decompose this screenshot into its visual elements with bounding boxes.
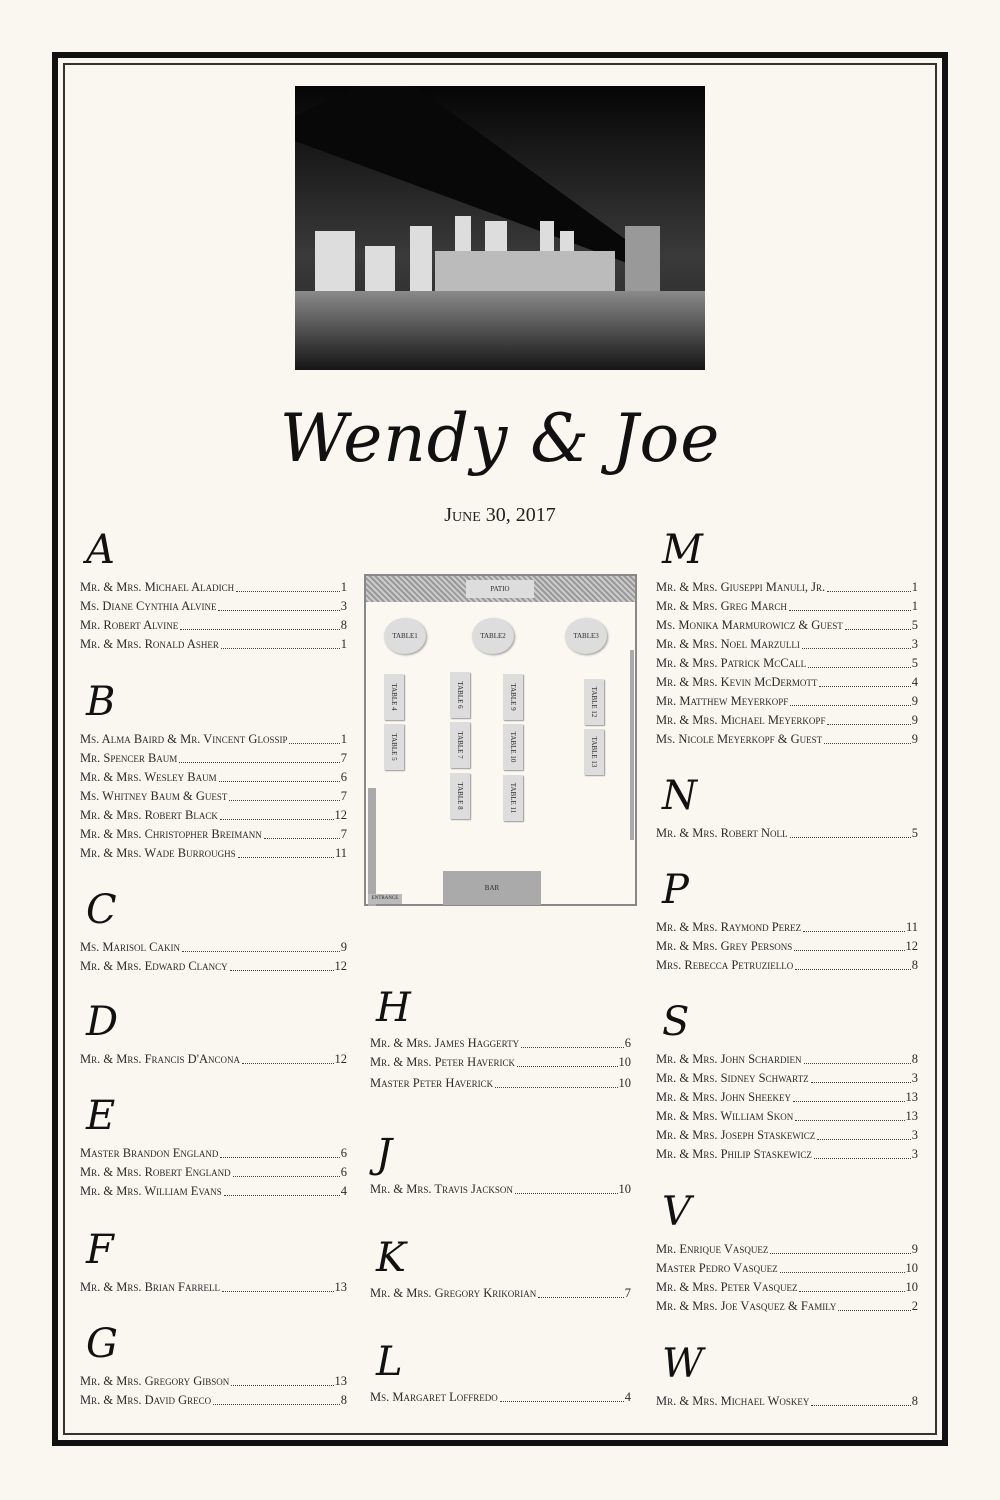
list-item: Ms. Margaret Loffredo 4 (370, 1390, 631, 1404)
list-item: Mr. & Mrs. Francis D'Ancona 12 (80, 1052, 347, 1066)
section-f (80, 1228, 347, 1297)
entrance-wall (368, 788, 376, 906)
list-item: Mr. & Mrs. John Schardien 8 (656, 1052, 918, 1066)
table-9: TABLE 9 (503, 674, 523, 720)
table-5: TABLE 5 (384, 724, 404, 770)
table-10: TABLE 10 (503, 724, 523, 770)
table-4: TABLE 4 (384, 674, 404, 720)
list-item: Mr. Enrique Vasquez 9 (656, 1242, 918, 1256)
list-item: Mr. & Mrs. John Sheekey 13 (656, 1090, 918, 1104)
list-item: Mr. & Mrs. Noel Marzulli 3 (656, 637, 918, 651)
section-letter: F (86, 1227, 114, 1273)
entrance-label: ENTRANCE (368, 894, 402, 904)
event-date: June 30, 2017 (444, 504, 556, 526)
list-item: Master Peter Haverick 10 (370, 1076, 631, 1090)
section-b (80, 680, 347, 863)
table-1: TABLE1 (384, 618, 426, 654)
section-j (370, 1132, 631, 1199)
section-letter: H (376, 985, 411, 1031)
floor-plan (364, 574, 637, 906)
list-item: Master Brandon England 6 (80, 1146, 347, 1160)
list-item: Mr. Matthew Meyerkopf 9 (656, 694, 918, 708)
section-letter: J (376, 1131, 393, 1177)
section-letter: N (662, 773, 697, 819)
section-letter: E (86, 1093, 116, 1139)
table-6: TABLE 6 (450, 672, 470, 718)
list-item: Mr. & Mrs. Grey Persons 12 (656, 939, 918, 953)
table-7: TABLE 7 (450, 722, 470, 768)
list-item: Mr. & Mrs. Edward Clancy 12 (80, 959, 347, 973)
section-letter: L (376, 1339, 403, 1385)
section-s (656, 1000, 918, 1164)
list-item: Ms. Marisol Cakin 9 (80, 940, 347, 954)
bar-area: BAR (443, 871, 541, 905)
list-item: Mr. & Mrs. James Haggerty 6 (370, 1036, 631, 1050)
table-2: TABLE2 (472, 618, 514, 654)
section-a (80, 528, 347, 654)
list-item: Mr. & Mrs. Robert England 6 (80, 1165, 347, 1179)
section-letter: P (662, 867, 689, 913)
table-8: TABLE 8 (450, 773, 470, 819)
list-item: Mr. Spencer Baum 7 (80, 751, 347, 765)
list-item: Ms. Alma Baird & Mr. Vincent Glossip 1 (80, 732, 347, 746)
table-12: TABLE 12 (584, 679, 604, 725)
list-item: Mr. & Mrs. Travis Jackson 10 (370, 1182, 631, 1196)
section-p (656, 868, 918, 975)
section-m (656, 528, 918, 749)
section-letter: V (662, 1189, 691, 1235)
list-item: Mr. Robert Alvine 8 (80, 618, 347, 632)
wall (630, 650, 634, 840)
list-item: Mr. & Mrs. Kevin McDermott 4 (656, 675, 918, 689)
section-letter: G (86, 1321, 118, 1367)
list-item: Mr. & Mrs. Gregory Gibson 13 (80, 1374, 347, 1388)
list-item: Mr. & Mrs. Wesley Baum 6 (80, 770, 347, 784)
list-item: Mr. & Mrs. Joe Vasquez & Family 2 (656, 1299, 918, 1313)
list-item: Master Pedro Vasquez 10 (656, 1261, 918, 1275)
list-item: Mr. & Mrs. Philip Staskewicz 3 (656, 1147, 918, 1161)
list-item: Mr. & Mrs. Joseph Staskewicz 3 (656, 1128, 918, 1142)
list-item: Ms. Monika Marmurowicz & Guest 5 (656, 618, 918, 632)
section-g (80, 1322, 347, 1410)
section-v (656, 1190, 918, 1316)
patio-label: PATIO (466, 580, 534, 598)
list-item: Mr. & Mrs. Peter Haverick 10 (370, 1055, 631, 1069)
section-letter: M (662, 527, 703, 573)
section-e (80, 1094, 347, 1201)
couple-names-title: Wendy & Joe (279, 400, 721, 477)
skyline-photo (295, 86, 705, 370)
section-letter: S (662, 999, 690, 1045)
table-13: TABLE 13 (584, 729, 604, 775)
list-item: Mr. & Mrs. Giuseppi Manuli, Jr. 1 (656, 580, 918, 594)
list-item: Mr. & Mrs. Robert Black 12 (80, 808, 347, 822)
list-item: Mr. & Mrs. Raymond Perez 11 (656, 920, 918, 934)
section-w (656, 1342, 918, 1411)
list-item: Mr. & Mrs. Patrick McCall 5 (656, 656, 918, 670)
table-3: TABLE3 (565, 618, 607, 654)
section-n (656, 774, 918, 843)
list-item: Mr. & Mrs. William Evans 4 (80, 1184, 347, 1198)
list-item: Ms. Whitney Baum & Guest 7 (80, 789, 347, 803)
section-letter: K (376, 1235, 406, 1281)
section-d (80, 1000, 347, 1069)
list-item: Mr. & Mrs. Sidney Schwartz 3 (656, 1071, 918, 1085)
list-item: Mr. & Mrs. Michael Meyerkopf 9 (656, 713, 918, 727)
section-letter: B (86, 679, 116, 725)
list-item: Mr. & Mrs. Ronald Asher 1 (80, 637, 347, 651)
list-item: Ms. Diane Cynthia Alvine 3 (80, 599, 347, 613)
list-item: Mr. & Mrs. Michael Aladich 1 (80, 580, 347, 594)
list-item: Mr. & Mrs. Robert Noll 5 (656, 826, 918, 840)
section-letter: W (662, 1341, 704, 1387)
section-letter: A (86, 527, 115, 573)
list-item: Mr. & Mrs. Wade Burroughs 11 (80, 846, 347, 860)
section-c (80, 888, 347, 976)
list-item: Mr. & Mrs. William Skon 13 (656, 1109, 918, 1123)
section-letter: D (86, 999, 119, 1045)
list-item: Mr. & Mrs. Michael Woskey 8 (656, 1394, 918, 1408)
list-item: Mr. & Mrs. Peter Vasquez 10 (656, 1280, 918, 1294)
list-item: Mr. & Mrs. Greg March 1 (656, 599, 918, 613)
list-item: Mr. & Mrs. Brian Farrell 13 (80, 1280, 347, 1294)
list-item: Mr. & Mrs. Gregory Krikorian 7 (370, 1286, 631, 1300)
table-11: TABLE 11 (503, 775, 523, 821)
section-l (370, 1340, 631, 1407)
section-k (370, 1236, 631, 1303)
list-item: Mr. & Mrs. Christopher Breimann 7 (80, 827, 347, 841)
section-h (370, 986, 631, 1093)
list-item: Ms. Nicole Meyerkopf & Guest 9 (656, 732, 918, 746)
list-item: Mr. & Mrs. David Greco 8 (80, 1393, 347, 1407)
list-item: Mrs. Rebecca Petruziello 8 (656, 958, 918, 972)
section-letter: C (86, 887, 117, 933)
